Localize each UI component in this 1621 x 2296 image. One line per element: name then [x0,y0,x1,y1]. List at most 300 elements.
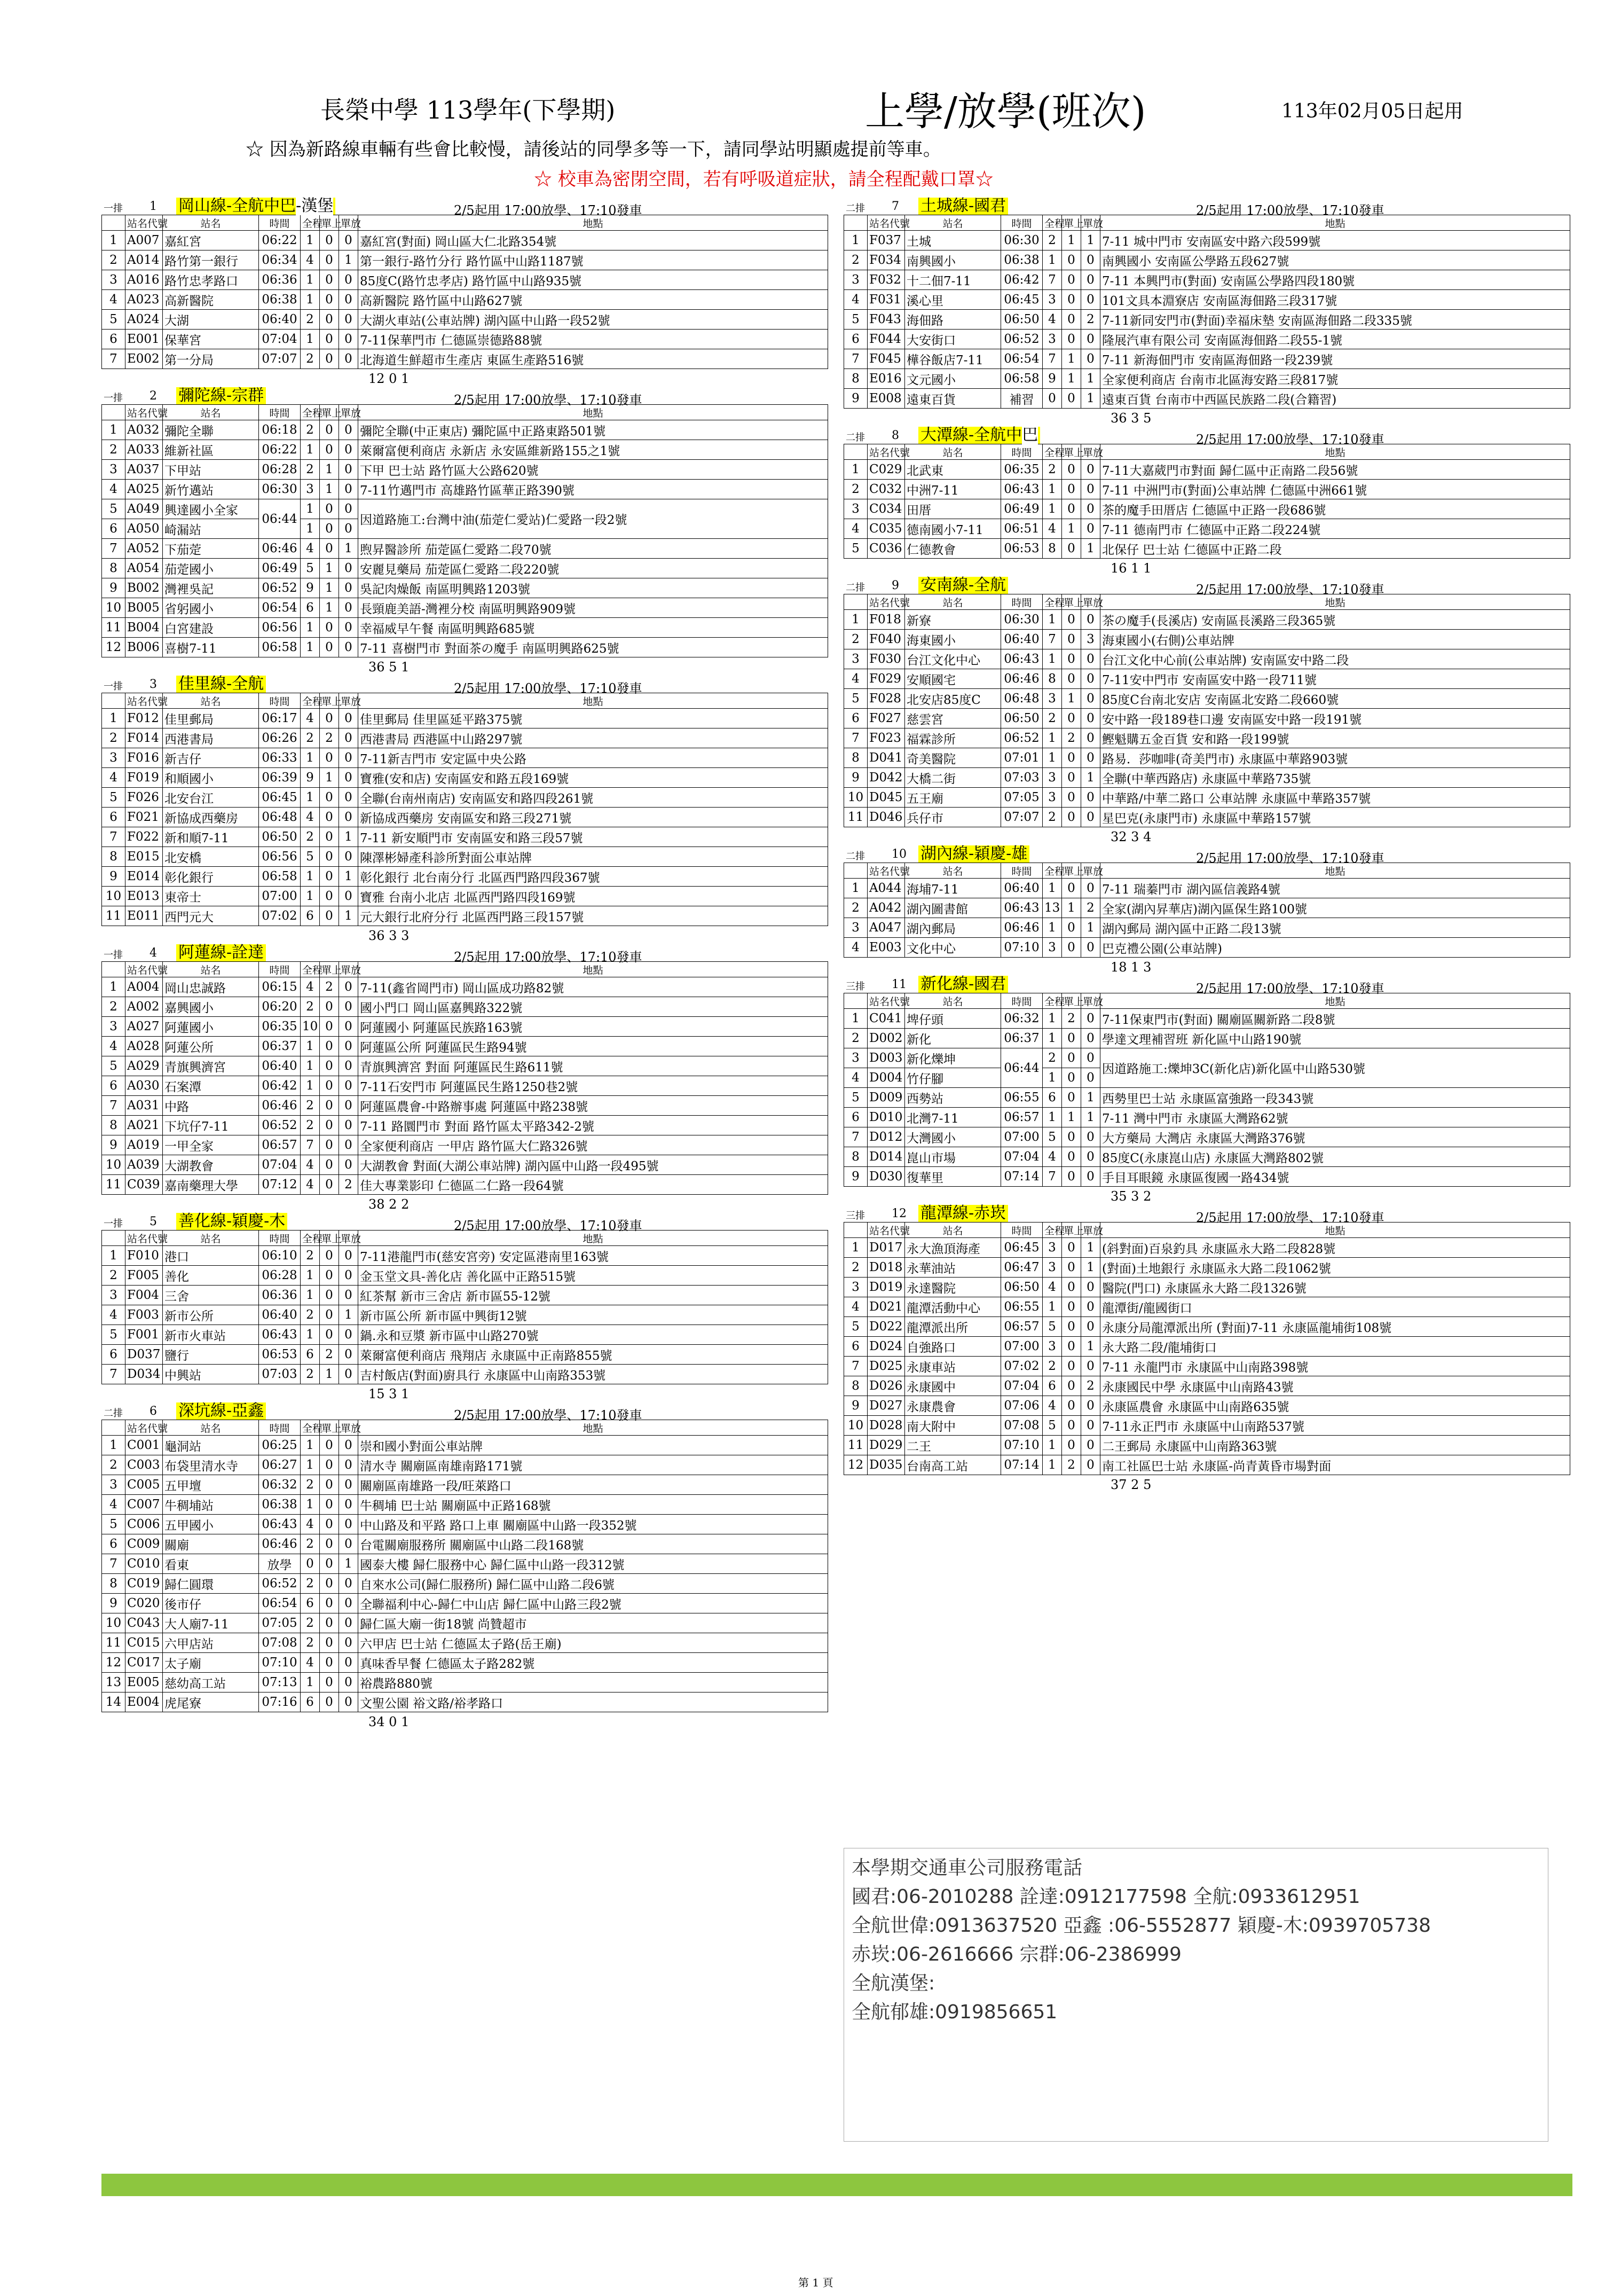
count-up: 0 [320,847,339,867]
stop-time: 06:49 [1001,499,1043,519]
stop-no: 8 [102,1116,125,1135]
stop-name: 德南國小7-11 [905,519,1001,539]
column-header: 全程 [1043,993,1062,1009]
stop-code: A039 [125,1155,163,1175]
table-row [102,420,828,440]
count-up: 0 [320,618,339,638]
stop-time: 06:39 [259,768,301,788]
column-header: 單放 [339,405,358,420]
stop-name: 大灣國小 [905,1127,1001,1147]
stop-time: 06:30 [1001,231,1043,250]
stop-no: 5 [102,788,125,808]
count-full: 6 [1043,1376,1062,1396]
route-block [844,577,1570,845]
count-full: 2 [1043,709,1062,728]
stop-no: 2 [102,1266,125,1286]
count-down: 0 [339,1037,358,1056]
stop-no: 9 [102,1135,125,1155]
route-total-values: 34 0 1 [368,1714,410,1729]
route-name: 深坑線-亞鑫 [176,1402,266,1420]
count-up: 0 [320,997,339,1017]
stop-table [844,1222,1570,1475]
stop-time: 06:44 [1001,1048,1043,1088]
stop-name: 南興國小 [905,250,1001,270]
column-header: 地點 [1100,215,1570,231]
stop-no: 7 [102,539,125,559]
count-up: 0 [320,310,339,330]
table-row [844,290,1570,310]
stop-address: 吳記肉燥飯 南區明興路1203號 [358,578,828,598]
stop-address: 文聖公園 裕文路/裕孝路口 [358,1692,828,1712]
count-full: 1 [301,1266,320,1286]
stop-name: 新吉仔 [163,748,259,768]
stop-address: 高新醫院 路竹區中山路627號 [358,290,828,310]
count-down: 0 [339,1534,358,1554]
stop-address: 醫院(門口) 永康區永大路二段1326號 [1100,1278,1570,1297]
count-up: 0 [1062,1317,1081,1337]
stop-name: 三舍 [163,1286,259,1305]
count-down: 0 [1081,460,1100,480]
stop-name: 佳里郵局 [163,709,259,728]
stop-name: 永康國中 [905,1376,1001,1396]
stop-no: 7 [844,728,868,748]
stop-code: C006 [125,1515,163,1534]
count-full: 3 [1043,290,1062,310]
count-down: 0 [339,290,358,310]
stop-address: 7-11新吉門市 安定區中央公路 [358,748,828,768]
count-down: 0 [1081,270,1100,290]
stop-code: C043 [125,1613,163,1633]
column-header: 站名代號 [868,863,905,879]
stop-address: 全家(湖內昇華店)湖內區保生路100號 [1100,898,1570,918]
stop-time: 06:34 [259,250,301,270]
stop-no: 3 [102,748,125,768]
count-full: 2 [301,420,320,440]
stop-no: 5 [844,689,868,709]
stop-name: 保華宮 [163,330,259,349]
stop-no: 1 [102,420,125,440]
stop-no: 1 [844,879,868,898]
stop-no: 2 [102,728,125,748]
stop-time: 06:25 [259,1436,301,1455]
count-down: 1 [339,539,358,559]
route-schedule: 2/5起用 17:00放學、17:10發車 [1196,432,1384,447]
count-up: 0 [320,827,339,847]
column-header: 地點 [1100,1223,1570,1238]
table-row [102,1286,828,1305]
count-up: 0 [1062,499,1081,519]
count-down: 0 [339,1246,358,1266]
stop-name: 中興站 [163,1365,259,1384]
column-header: 站名代號 [125,1420,163,1436]
stop-no: 4 [102,480,125,499]
stop-code: F016 [125,748,163,768]
table-row [102,748,828,768]
count-down: 3 [1081,630,1100,649]
stop-code: E014 [125,867,163,887]
count-down: 0 [1081,788,1100,808]
count-full: 9 [301,578,320,598]
stop-time: 06:57 [259,1135,301,1155]
count-up: 0 [320,1305,339,1325]
count-up: 2 [320,728,339,748]
stop-code: B004 [125,618,163,638]
count-full: 2 [301,349,320,369]
stop-name: 崑山市場 [905,1147,1001,1167]
stop-name: 自強路口 [905,1337,1001,1357]
count-up: 0 [320,330,339,349]
stop-address: 關廟區南雄路一段/旺萊路口 [358,1475,828,1495]
count-up: 0 [1062,1147,1081,1167]
stop-time: 06:28 [259,460,301,480]
table-row [844,231,1570,250]
count-up: 1 [320,578,339,598]
stop-address: 台江文化中心前(公車站牌) 安南區安中路二段 [1100,649,1570,669]
stop-address: 元大銀行北府分行 北區西門路三段157號 [358,906,828,926]
route-grade: 三排 [846,1210,865,1221]
stop-name: 台南高工站 [905,1455,1001,1475]
phone-line: 全航郁雄:0919856651 [852,2001,1058,2023]
count-up: 0 [1062,1376,1081,1396]
route-name: 彌陀線-宗群 [176,387,266,404]
count-full: 1 [301,440,320,460]
stop-no: 9 [102,578,125,598]
stop-name: 永大漁頂海產 [905,1238,1001,1258]
count-up: 1 [320,598,339,618]
stop-time: 06:38 [259,290,301,310]
count-full: 4 [1043,519,1062,539]
table-row [102,638,828,657]
stop-name: 維新社區 [163,440,259,460]
stop-no: 4 [102,1495,125,1515]
column-header: 站名 [905,444,1001,460]
stop-code: C007 [125,1495,163,1515]
count-down: 0 [1081,1167,1100,1187]
column-header: 地點 [1100,444,1570,460]
count-down: 0 [1081,1436,1100,1455]
route-name: 湖內線-穎慶-雄 [918,845,1029,863]
route-total-values: 16 1 1 [1111,561,1152,576]
count-full: 1 [301,499,320,519]
stop-name: 台江文化中心 [905,649,1001,669]
count-full: 4 [301,1653,320,1673]
count-down: 0 [339,1286,358,1305]
stop-code: D037 [125,1345,163,1365]
stop-name: 湖內郵局 [905,918,1001,938]
stop-code: C019 [125,1574,163,1594]
stop-address: 煦昇醫診所 茄萣區仁愛路二段70號 [358,539,828,559]
count-full: 1 [1043,610,1062,630]
stop-address: 長頸鹿美語-灣裡分校 南區明興路909號 [358,598,828,618]
table-row [844,519,1570,539]
stop-name: 嘉興國小 [163,997,259,1017]
stop-time: 06:50 [259,827,301,847]
table-row [844,1258,1570,1278]
stop-no: 14 [102,1692,125,1712]
count-up: 0 [1062,1068,1081,1088]
stop-name: 新市公所 [163,1305,259,1325]
stop-no: 7 [844,1357,868,1376]
stop-no: 7 [102,349,125,369]
column-header: 全程 [1043,444,1062,460]
stop-time: 07:03 [259,1365,301,1384]
table-row [844,689,1570,709]
route-total-values: 37 2 5 [1111,1477,1152,1492]
column-header: 單上 [1062,993,1081,1009]
column-header: 單放 [1081,215,1100,231]
stop-name: 大湖 [163,310,259,330]
stop-code: E002 [125,349,163,369]
stop-name: 海佃路 [905,310,1001,330]
count-down: 0 [339,1495,358,1515]
table-row [102,460,828,480]
stop-no: 8 [844,369,868,389]
count-down: 0 [339,1633,358,1653]
stop-address: 手目耳眼鏡 永康區復國一路434號 [1100,1167,1570,1187]
route-name-suffix: -漢堡 [296,197,334,215]
stop-time: 07:00 [1001,1337,1043,1357]
table-row [102,1325,828,1345]
column-header: 站名代號 [125,962,163,977]
route-total [101,926,828,944]
count-down: 2 [1081,1376,1100,1396]
count-down: 0 [339,1096,358,1116]
stop-time: 06:38 [259,1495,301,1515]
count-full: 1 [1043,1029,1062,1048]
stop-no: 4 [844,938,868,958]
stop-address: 北保仔 巴士站 仁德區中正路二段 [1100,539,1570,559]
stop-address: 因道路施工:台灣中油(茄萣仁愛站)仁愛路一段2號 [358,499,828,539]
stop-time: 06:45 [1001,1238,1043,1258]
stop-no: 9 [844,389,868,409]
route-schedule: 2/5起用 17:00放學、17:10發車 [1196,582,1384,597]
count-up: 0 [1062,808,1081,827]
count-up: 2 [320,1345,339,1365]
stop-code: D002 [868,1029,905,1048]
column-header [102,962,125,977]
stop-no: 3 [102,1475,125,1495]
stop-time: 06:45 [1001,290,1043,310]
count-up: 0 [1062,1167,1081,1187]
stop-no: 7 [844,349,868,369]
stop-code: D041 [868,748,905,768]
stop-name: 路竹第一銀行 [163,250,259,270]
stop-time: 06:48 [1001,689,1043,709]
stop-table [101,693,828,926]
stop-address: 101文具本淵寮店 安南區海佃路三段317號 [1100,290,1570,310]
stop-address: 學達文理補習班 新化區中山路190號 [1100,1029,1570,1048]
stop-name: 永達醫院 [905,1278,1001,1297]
route-name: 佳里線-全航 [176,676,266,693]
stop-address: 牛稠埔 巴士站 關廟區中正路168號 [358,1495,828,1515]
table-row [102,1673,828,1692]
column-header: 時間 [1001,1223,1043,1238]
count-up: 0 [320,420,339,440]
stop-name: 茄萣國小 [163,559,259,578]
notice-line: ☆ 因為新路線車輛有些會比較慢，請後站的同學多等一下，請同學站明顯處提前等車。 [246,139,941,160]
stop-code: A047 [868,918,905,938]
table-row [844,1048,1570,1068]
stop-no: 12 [102,1653,125,1673]
stop-time: 06:42 [259,1076,301,1096]
count-down: 0 [1081,1029,1100,1048]
table-row [844,1376,1570,1396]
stop-no: 4 [102,1037,125,1056]
count-full: 1 [301,1455,320,1475]
column-header: 單上 [1062,594,1081,610]
table-row [844,1297,1570,1317]
stop-time: 06:43 [1001,898,1043,918]
stop-time: 06:46 [259,1096,301,1116]
stop-no: 6 [844,709,868,728]
count-full: 6 [1043,1088,1062,1108]
stop-time: 07:06 [1001,1396,1043,1416]
table-row [844,610,1570,630]
column-header: 時間 [259,215,301,231]
stop-no: 6 [102,1345,125,1365]
count-down: 1 [339,906,358,926]
count-down: 0 [1081,1147,1100,1167]
route-total-values: 36 3 3 [368,928,410,943]
stop-no: 11 [102,618,125,638]
stop-no: 11 [844,1436,868,1455]
route-total [101,1712,828,1730]
count-up: 0 [320,1594,339,1613]
stop-name: 下甲站 [163,460,259,480]
column-header: 全程 [301,693,320,709]
table-row [102,1017,828,1037]
stop-address: 7-11安中門市 安南區安中路一段711號 [1100,669,1570,689]
count-down: 0 [1081,1278,1100,1297]
count-full: 1 [301,290,320,310]
table-row [844,1357,1570,1376]
count-full: 1 [1043,250,1062,270]
stop-name: 奇美醫院 [905,748,1001,768]
table-row [844,349,1570,369]
stop-address: 7-11 永龍門市 永康區中山南路398號 [1100,1357,1570,1376]
count-full: 6 [301,1692,320,1712]
stop-address: 萊爾富便利商店 永新店 永安區維新路155之1號 [358,440,828,460]
count-up: 0 [320,1613,339,1633]
stop-name: 田厝 [905,499,1001,519]
stop-table [844,594,1570,827]
stop-time: 06:32 [259,1475,301,1495]
stop-code: E003 [868,938,905,958]
route-total [844,958,1570,976]
stop-address: 佳大專業影印 仁德區二仁路一段64號 [358,1175,828,1195]
table-row [102,1455,828,1475]
count-full: 1 [301,887,320,906]
table-row [844,669,1570,689]
column-header: 站名代號 [868,1223,905,1238]
stop-name: 喜樹7-11 [163,638,259,657]
stop-address: 台電關廟服務所 關廟區中山路二段168號 [358,1534,828,1554]
column-header: 全程 [301,962,320,977]
stop-time: 06:15 [259,977,301,997]
table-row [102,728,828,748]
column-header: 時間 [1001,993,1043,1009]
stop-code: E004 [125,1692,163,1712]
table-row [844,539,1570,559]
stop-code: C032 [868,480,905,499]
count-up: 0 [1062,1278,1081,1297]
stop-code: D009 [868,1088,905,1108]
stop-no: 6 [844,1108,868,1127]
stop-time: 06:43 [1001,480,1043,499]
stop-time: 06:40 [259,1305,301,1325]
stop-no: 4 [102,1305,125,1325]
stop-time: 06:36 [259,1286,301,1305]
stop-name: 慈雲宮 [905,709,1001,728]
mask-notice: ☆ 校車為密閉空間，若有呼吸道症狀，請全程配戴口罩☆ [534,169,994,190]
count-up: 2 [1062,1455,1081,1475]
table-row [102,1116,828,1135]
route-total-values: 12 0 1 [368,371,410,386]
table-row [102,709,828,728]
count-up: 0 [320,1455,339,1475]
stop-code: F018 [868,610,905,630]
table-row [844,250,1570,270]
stop-time: 06:56 [259,847,301,867]
stop-no: 4 [102,290,125,310]
stop-address: 7-11(鑫省岡門市) 岡山區成功路82號 [358,977,828,997]
stop-name: 省躬國小 [163,598,259,618]
stop-address: 全家便利商店 台南市北區海安路三段817號 [1100,369,1570,389]
count-full: 2 [301,1305,320,1325]
stop-code: A044 [868,879,905,898]
route-header [101,1401,828,1423]
stop-address: 全家便利商店 一甲店 路竹區大仁路326號 [358,1135,828,1155]
stop-no: 2 [844,250,868,270]
column-header: 時間 [1001,444,1043,460]
stop-name: 復華里 [905,1167,1001,1187]
table-row [102,1037,828,1056]
stop-address: 自來水公司(歸仁服務所) 歸仁區中山路二段6號 [358,1574,828,1594]
stop-address: 裕農路880號 [358,1673,828,1692]
stop-address: 歸仁區大廟一街18號 尚贊超市 [358,1613,828,1633]
route-grade: 一排 [104,1218,123,1229]
count-up: 0 [1062,1127,1081,1147]
table-row [102,847,828,867]
stop-no: 1 [844,1009,868,1029]
count-full: 4 [301,808,320,827]
stop-no: 2 [844,480,868,499]
stop-code: C001 [125,1436,163,1455]
table-row [102,1056,828,1076]
table-row [102,270,828,290]
route-total-values: 18 1 3 [1111,960,1152,975]
count-down: 0 [339,270,358,290]
stop-code: F001 [125,1325,163,1345]
count-down: 0 [339,1017,358,1037]
table-row [102,480,828,499]
stop-address: 巴克禮公園(公車站牌) [1100,938,1570,958]
count-up: 0 [1062,1238,1081,1258]
table-row [844,1147,1570,1167]
table-row [102,906,828,926]
route-header [101,1212,828,1233]
count-full: 0 [301,1554,320,1574]
stop-time: 06:37 [259,1037,301,1056]
stop-name: 歸仁圓環 [163,1574,259,1594]
stop-no: 8 [844,1147,868,1167]
count-full: 1 [301,638,320,657]
stop-no: 6 [102,519,125,539]
effective-date: 113年02月05日起用 [1281,100,1463,122]
stop-no: 1 [844,231,868,250]
stop-code: F026 [125,788,163,808]
stop-code: F028 [868,689,905,709]
